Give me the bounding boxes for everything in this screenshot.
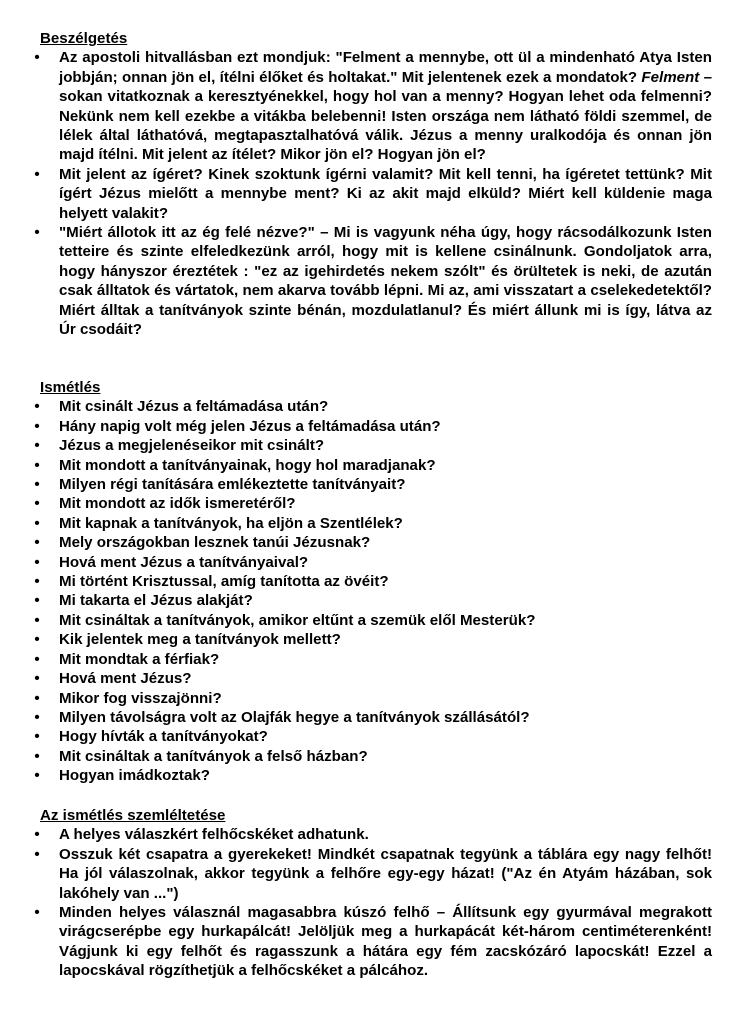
bullet-icon: • — [34, 689, 40, 707]
list-item-text: Mely országokban lesznek tanúi Jézusnak? — [59, 534, 371, 552]
bullet-icon: • — [34, 437, 40, 455]
list-item — [32, 436, 712, 455]
bullet-icon: • — [34, 904, 40, 922]
list-item — [32, 514, 712, 533]
bullet-icon: • — [34, 476, 40, 494]
list-item — [32, 48, 712, 164]
list-item-text: Hogyan imádkoztak? — [59, 767, 210, 785]
bullet-icon: • — [34, 826, 40, 844]
section-ismetles — [32, 378, 712, 786]
list-item — [32, 456, 712, 475]
list-item — [32, 165, 712, 223]
bullet-icon: • — [34, 224, 40, 242]
bullet-icon: • — [34, 553, 40, 571]
list-item — [32, 533, 712, 552]
paragraph-text-part: – sokan vitatkoznak a keresztyénekkel, hogy hol van a menny? Hogyan lehet oda felmenni? Nekünk nem kell ezekbe a vitákba belebenni! Isten országa nem látható földi szemmel, de lélek által láthatóvá, megtapasztalhatóvá válik. Jézus a menny uralkodója és onnan jön majd ítélni. Mit jelent az ítélet? Mikor jön el? Hogyan jön el? — [59, 68, 712, 164]
list-item-text: Jézus a megjelenéseikor mit csinált? — [59, 437, 325, 455]
list-item-text: Hány napig volt még jelen Jézus a feltámadása után? — [59, 417, 441, 435]
bullet-icon: • — [34, 398, 40, 416]
bullet-icon: • — [34, 495, 40, 513]
list-item — [32, 630, 712, 649]
list-item — [32, 417, 712, 436]
section-heading: Az ismétlés szemléltetése — [40, 807, 226, 824]
emphasized-text: Felment — [641, 68, 700, 86]
section-beszelgetes — [32, 29, 712, 340]
list-item-text: Mi takarta el Jézus alakját? — [59, 592, 253, 610]
bullet-icon: • — [34, 49, 40, 67]
bullet-icon: • — [34, 514, 40, 532]
list-item-text: Mit kapnak a tanítványok, ha eljön a Szentlélek? — [59, 514, 403, 532]
section-szemleltetes — [32, 806, 712, 981]
list-item — [32, 727, 712, 746]
bullet-icon: • — [34, 456, 40, 474]
list-item-text: Osszuk két csapatra a gyerekeket! Mindkét csapatnak tegyünk a táblára egy nagy felhőt! Ha jól válaszolnak, akkor tegyünk a felhőre egy-egy házat! ("Az én Atyám házában, sok lakóhely van ...") — [59, 845, 712, 902]
bullet-icon: • — [34, 165, 40, 183]
paragraph-text-part: Az apostoli hitvallásban ezt mondjuk: "Felment a mennybe, ott ül a mindenható Atya Isten jobbján; onnan jön el, ítélni élőket és holtakat." Mit jelentenek ezek a mondatok? — [59, 49, 712, 86]
list-item-text: Hová ment Jézus a tanítványaival? — [59, 553, 309, 571]
bullet-icon: • — [34, 708, 40, 726]
list-item-text: Mi történt Krisztussal, amíg tanította az övéit? — [59, 573, 389, 591]
list-item — [32, 397, 712, 416]
section-heading: Beszélgetés — [40, 30, 128, 47]
illustration-list — [32, 825, 712, 980]
list-item-text: Mit mondott az idők ismeretéről? — [59, 495, 296, 513]
list-item-text: Mit csináltak a tanítványok, amikor eltűnt a szemük elől Mesterük? — [59, 611, 536, 629]
list-item — [32, 611, 712, 630]
list-item-text: Milyen távolságra volt az Olajfák hegye a tanítványok szállásától? — [59, 708, 530, 726]
list-item-text: Milyen régi tanítására emlékeztette tanítványait? — [59, 476, 406, 494]
list-item — [32, 553, 712, 572]
list-item — [32, 591, 712, 610]
paragraph-text: Mit jelent az ígéret? Kinek szoktunk ígérni valamit? Mit kell tenni, ha ígéretet tettünk? Mit ígért Jézus mielőtt a mennybe ment? Ki az akit majd elküld? Miért kell küldenie maga helyett valakit? — [59, 165, 712, 222]
bullet-icon: • — [34, 611, 40, 629]
bullet-icon: • — [34, 534, 40, 552]
list-item-text: Mit mondott a tanítványainak, hogy hol maradjanak? — [59, 456, 436, 474]
list-item — [32, 747, 712, 766]
bullet-icon: • — [34, 845, 40, 863]
list-item — [32, 825, 712, 844]
list-item-text: Hogy hívták a tanítványokat? — [59, 728, 268, 746]
list-item — [32, 845, 712, 903]
bullet-icon: • — [34, 767, 40, 785]
list-item-text: Mikor fog visszajönni? — [59, 689, 222, 707]
list-item — [32, 708, 712, 727]
list-item-text: Hová ment Jézus? — [59, 670, 192, 688]
bullet-icon: • — [34, 650, 40, 668]
bullet-icon: • — [34, 728, 40, 746]
bullet-icon: • — [34, 747, 40, 765]
question-list — [32, 397, 712, 785]
bullet-icon: • — [34, 670, 40, 688]
list-item — [32, 572, 712, 591]
paragraph-text — [59, 48, 712, 164]
list-item-text: Mit mondtak a férfiak? — [59, 650, 220, 668]
list-item — [32, 766, 712, 785]
discussion-list — [32, 48, 712, 339]
list-item — [32, 650, 712, 669]
list-item-text: Mit csinált Jézus a feltámadása után? — [59, 398, 329, 416]
list-item-text: Kik jelentek meg a tanítványok mellett? — [59, 631, 341, 649]
list-item — [32, 494, 712, 513]
list-item — [32, 903, 712, 981]
bullet-icon: • — [34, 631, 40, 649]
paragraph-text: "Miért állotok itt az ég felé nézve?" – Mi is vagyunk néha úgy, hogy rácsodálkozunk Isten tetteire és szinte elfeledkezünk arról, hogy mit is kellene csinálnunk. Gondoljatok arra, hogy hányszor éreztétek : "ez az igehirdetés nekem szólt" és örültetek is neki, de azután csak álltatok és vártatok, nem akarva tovább lépni. Mi az, ami visszatart a cselekedetektől? Miért álltak a tanítványok szinte bénán, mozdulatlanul? És miért állunk mi is így, látva az Úr csodáit? — [59, 224, 712, 339]
bullet-icon: • — [34, 573, 40, 591]
list-item — [32, 475, 712, 494]
list-item-text: Mit csináltak a tanítványok a felső házban? — [59, 747, 368, 765]
list-item-text: Minden helyes válasznál magasabbra kúszó felhő – Állítsunk egy gyurmával megrakott virágcserépbe egy hurkapálcát! Jelöljük meg a hurkapácát két-három centiméterenként! Vágjunk ki egy felhőt és ragasszunk a hátára egy fém zacskózáró lapocskát! Ezzel a lapocskával rögzíthetjük a felhőcskéket a pálcához. — [59, 904, 712, 980]
section-heading: Ismétlés — [40, 379, 101, 396]
list-item — [32, 223, 712, 339]
list-item — [32, 669, 712, 688]
bullet-icon: • — [34, 592, 40, 610]
list-item — [32, 689, 712, 708]
list-item-text: A helyes válaszkért felhőcskéket adhatunk. — [59, 826, 369, 844]
bullet-icon: • — [34, 417, 40, 435]
